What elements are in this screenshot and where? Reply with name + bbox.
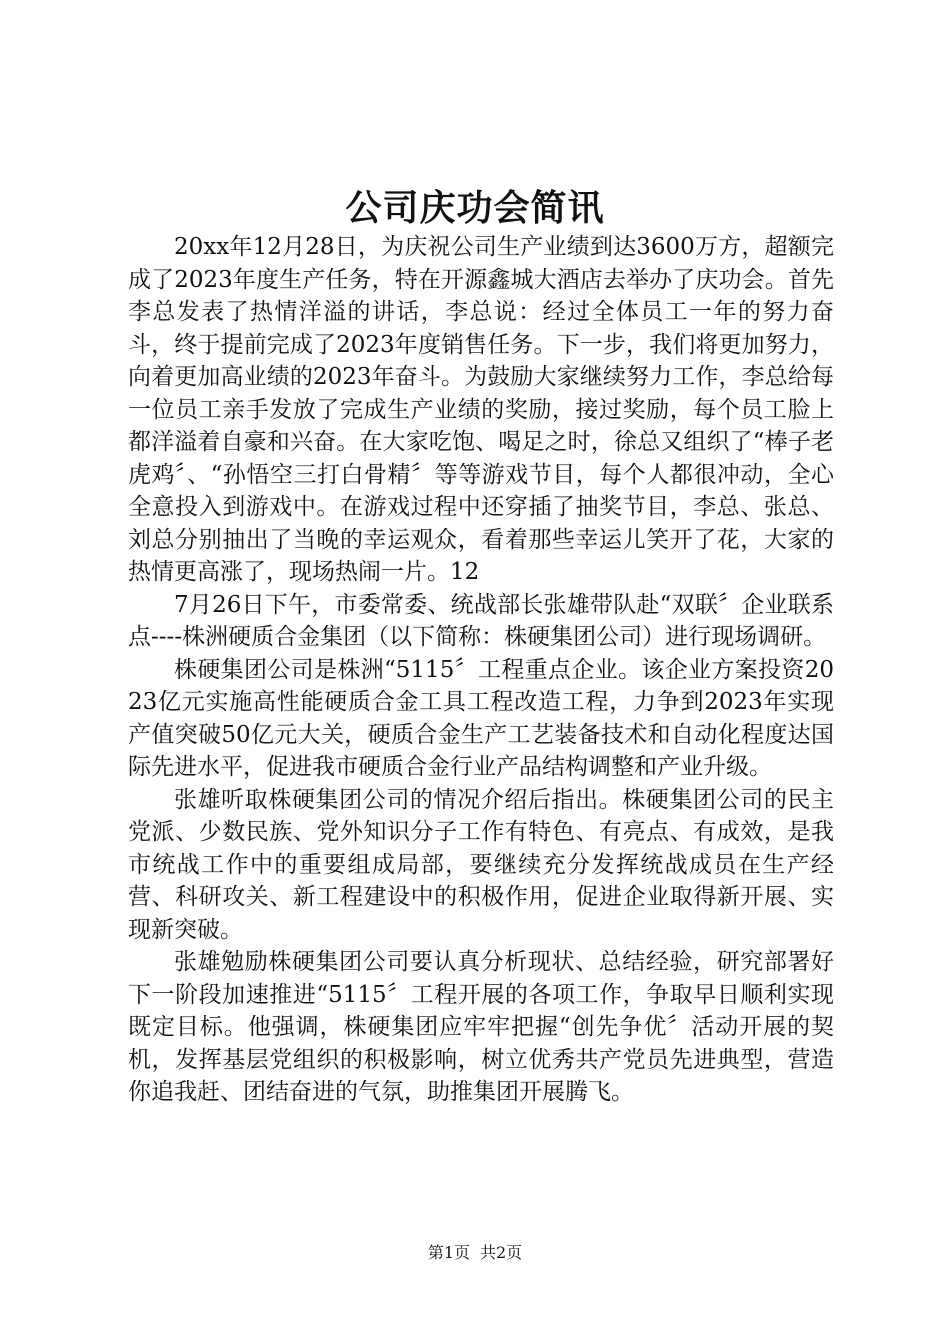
paragraph-company-plan: 株硬集团公司是株洲“5115〞工程重点企业。该企业方案投资2023亿元实施高性能硬质合金工具工程改造工程，力争到2023年实现产值突破50亿元大关，硬质合金生产工艺装备技术和自动化程度达国际先进水平，促进我市硬质合金行业产品结构调整和产业升级。 (128, 656, 834, 780)
page-total: 共2页 (480, 1243, 523, 1262)
page-footer (0, 1242, 950, 1264)
paragraph-encouragement: 张雄勉励株硬集团公司要认真分析现状、总结经验，研究部署好下一阶段加速推进“5115〞工程开展的各项工作，争取早日顺利实现既定目标。他强调，株硬集团应牢牢把握“创先争优〞活动开展的契机，发挥基层党组织的积极影响，树立优秀共产党员先进典型，营造你追我赶、团结奋进的气氛，助推集团开展腾飞。 (128, 949, 834, 1105)
paragraph-celebration: 20xx年12月28日，为庆祝公司生产业绩到达3600万方，超额完成了2023年度生产任务，特在开源鑫城大酒店去举办了庆功会。首先李总发表了热情洋溢的讲话，李总说：经过全体员工一年的努力奋斗，终于提前完成了2023年度销售任务。下一步，我们将更加努力，向着更加高业绩的2023年奋斗。为鼓励大家继续努力工作，李总给每一位员工亲手发放了完成生产业绩的奖励，接过奖励，每个员工脸上都洋溢着自豪和兴奋。在大家吃饱、喝足之时，徐总又组织了“棒子老虎鸡〞、“孙悟空三打白骨精〞等等游戏节目，每个人都很冲动，全心全意投入到游戏中。在游戏过程中还穿插了抽奖节目，李总、张总、刘总分别抽出了当晚的幸运观众，看着那些幸运儿笑开了花，大家的热情更高涨了，现场热闹一片。12 (128, 234, 834, 585)
page-number: 第1页 (427, 1243, 470, 1262)
paragraph-remarks: 张雄听取株硬集团公司的情况介绍后指出。株硬集团公司的民主党派、少数民族、党外知识分子工作有特色、有亮点、有成效，是我市统战工作中的重要组成局部，要继续充分发挥统战成员在生产经营、科研攻关、新工程建设中的积极作用，促进企业取得新开展、实现新突破。 (128, 786, 834, 943)
paragraph-research-visit: 7月26日下午，市委常委、统战部长张雄带队赴“双联〞企业联系点----株洲硬质合金集团（以下简称：株硬集团公司）进行现场调研。 (128, 591, 834, 650)
document-body (128, 231, 834, 1109)
document-title: 公司庆功会简讯 (345, 187, 605, 229)
